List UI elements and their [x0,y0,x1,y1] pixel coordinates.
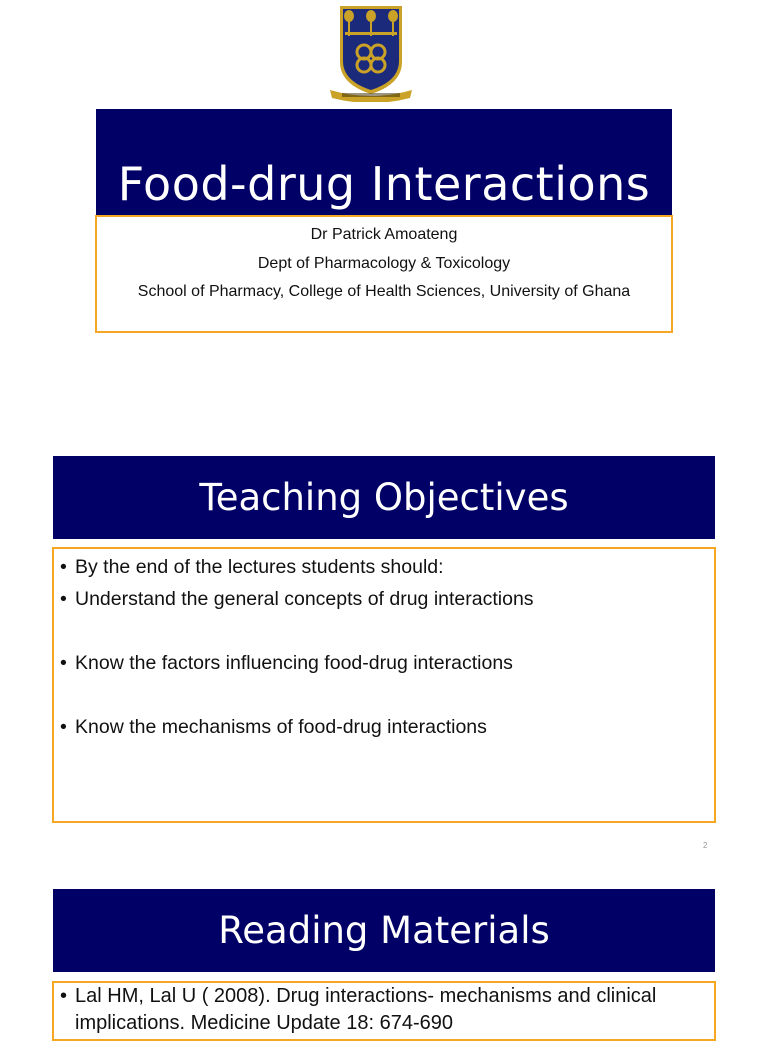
objectives-heading: Teaching Objectives [199,476,569,519]
list-item [60,647,714,679]
list-item-text: Know the mechanisms of food-drug interactions [75,716,487,738]
department: Dept of Pharmacology & Toxicology [257,254,511,272]
page-number: 2 [703,841,708,850]
reading-heading: Reading Materials [218,909,550,952]
bullet-icon: • [60,716,67,738]
slide-title: Food-drug Interactions [117,157,651,211]
objectives-list [52,547,716,823]
list-item [60,551,714,583]
list-item-text: Know the factors influencing food-drug interactions [75,652,513,674]
bullet-icon: • [60,985,68,1007]
list-item [60,983,714,1037]
list-item-text: By the end of the lectures students should: [75,556,444,578]
bullet-icon: • [60,556,67,578]
title-banner [96,109,672,215]
list-item-text: Understand the general concepts of drug interactions [75,588,534,610]
bullet-icon: • [60,588,67,610]
university-crest-logo [328,2,414,102]
bullet-icon: • [60,652,67,674]
author-name: Dr Patrick Amoateng [310,226,458,243]
author-info-box [95,215,673,333]
reading-list [52,981,716,1041]
list-item-text: Lal HM, Lal U ( 2008). Drug interactions- mechanisms and clinical implications. Medicine Update 18: 674-690 [75,985,657,1034]
objectives-banner [53,456,715,539]
reading-banner [53,889,715,972]
list-item [60,711,714,743]
list-item [60,583,714,615]
school-affiliation: School of Pharmacy, College of Health Sciences, University of Ghana [137,283,631,300]
